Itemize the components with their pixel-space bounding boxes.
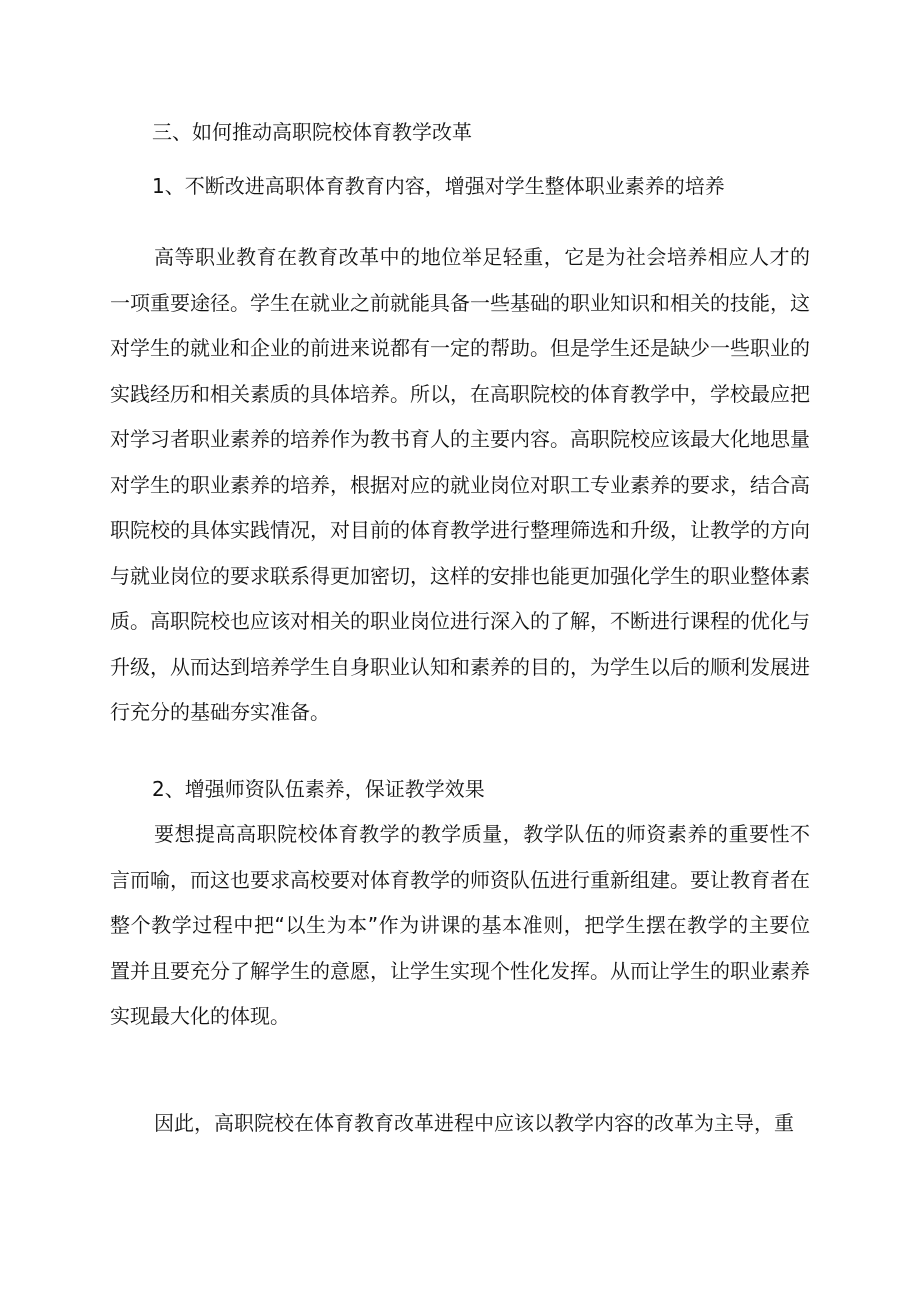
sub-heading-teaching-staff: 2、增强师资队伍素养，保证教学效果 [152, 777, 485, 801]
paragraph-conclusion: 因此，高职院校在体育教育改革进程中应该以教学内容的改革为主导，重 [154, 1111, 794, 1135]
paragraph-vocational-literacy: 高等职业教育在教育改革中的地位举足轻重，它是为社会培养相应人才的一项重要途径。学生在就业之前就能具备一些基础的职业知识和相关的技能，这对学生的就业和企业的前进来说都有一定的帮助。但是学生还是缺少一些职业的实践经历和相关素质的具体培养。所以，在高职院校的体育教学中，学校最应把对学习者职业素养的培养作为教书育人的主要内容。高职院校应该最大化地思量对学生的职业素养的培养，根据对应的就业岗位对职工专业素养的要求，结合高职院校的具体实践情况，对目前的体育教学进行整理筛选和升级，让教学的方向与就业岗位的要求联系得更加密切，这样的安排也能更加强化学生的职业整体素质。高职院校也应该对相关的职业岗位进行深入的了解，不断进行课程的优化与升级，从而达到培养学生自身职业认知和素养的目的，为学生以后的顺利发展进行充分的基础夯实准备。 [110, 245, 810, 724]
sub-heading-content-reform: 1、不断改进高职体育教育内容，增强对学生整体职业素养的培养 [152, 174, 725, 198]
section-heading: 三、如何推动高职院校体育教学改革 [152, 120, 472, 144]
paragraph-teaching-staff: 要想提高高职院校体育教学的教学质量，教学队伍的师资素养的重要性不言而喻，而这也要求高校要对体育教学的师资队伍进行重新组建。要让教育者在整个教学过程中把“以生为本”作为讲课的基本准则，把学生摆在教学的主要位置并且要充分了解学生的意愿，让学生实现个性化发挥。从而让学生的职业素养实现最大化的体现。 [110, 822, 810, 1028]
